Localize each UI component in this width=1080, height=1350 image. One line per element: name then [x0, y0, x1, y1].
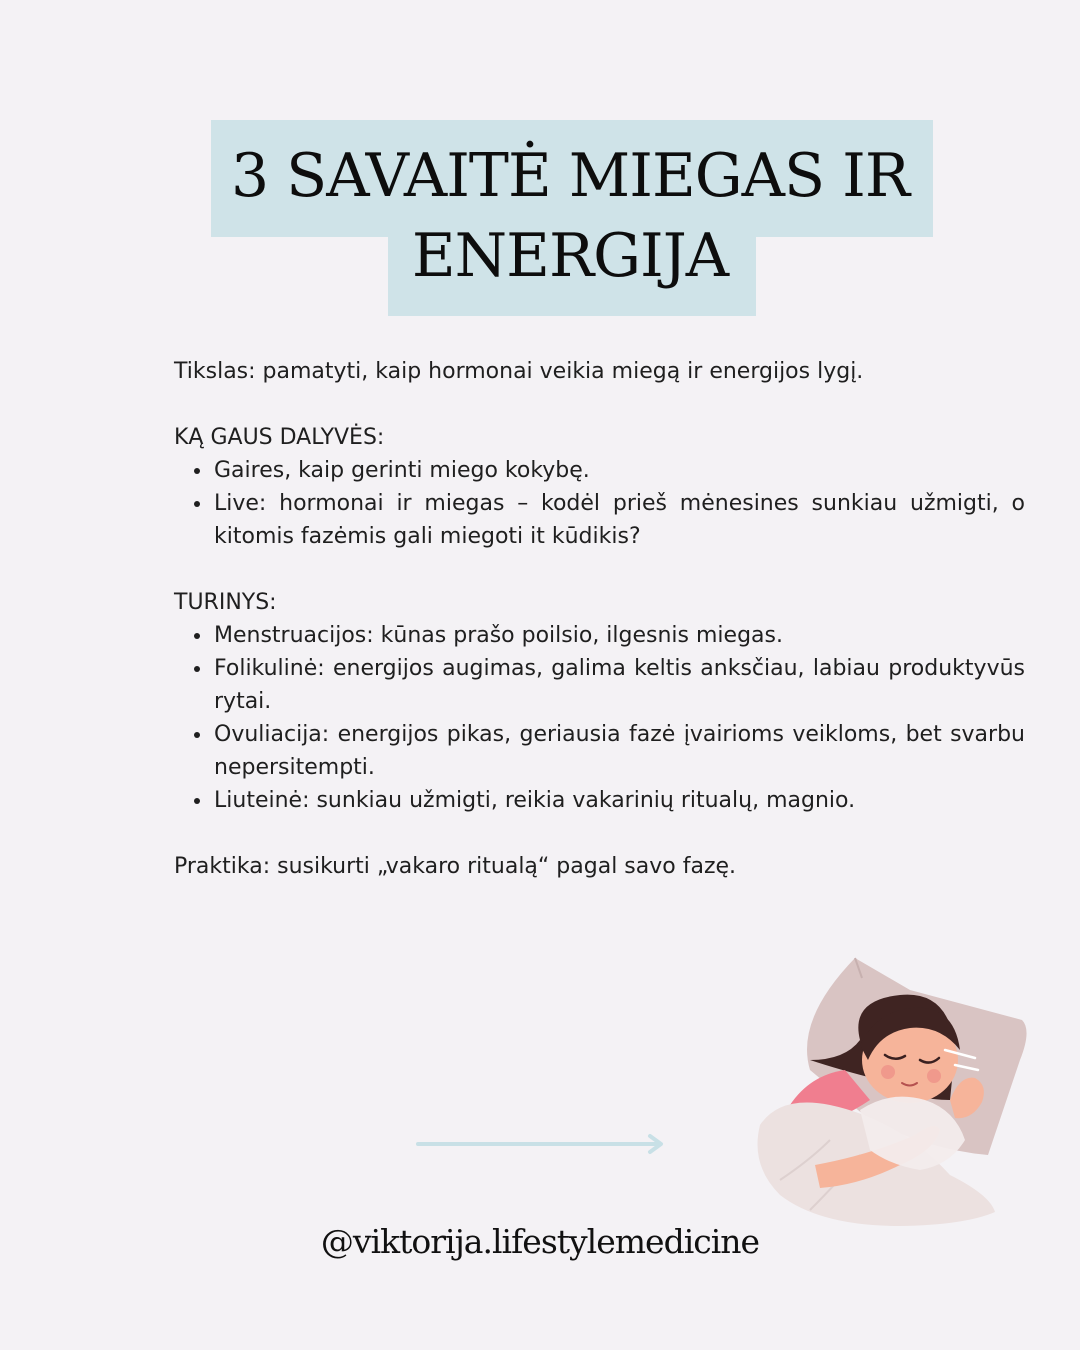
page-title-line-2: ENERGIJA [411, 221, 729, 291]
practice-text: Praktika: susikurti „vakaro ritualą“ pagal savo fazę. [174, 854, 737, 879]
participants-list [174, 454, 1025, 553]
title-block [0, 0, 1080, 330]
goal-text: Tikslas: pamatyti, kaip hormonai veikia miegą ir energijos lygį. [174, 359, 864, 384]
list-item: Liuteinė: sunkiau užmigti, reikia vakarinių ritualų, magnio. [174, 784, 1025, 817]
spacer [174, 817, 1025, 850]
arrow-right-icon [416, 1132, 666, 1156]
list-item: Ovuliacija: energijos pikas, geriausia fazė įvairioms veikloms, bet svarbu nepersitempti. [174, 718, 1025, 784]
main-content [174, 355, 1025, 883]
page-title-line-1: 3 SAVAITĖ MIEGAS IR [230, 141, 910, 211]
instagram-handle: @viktorija.lifestylemedicine [320, 1222, 760, 1261]
content-list [174, 619, 1025, 817]
spacer [174, 388, 1025, 421]
content-heading: TURINYS: [174, 590, 277, 615]
list-item: Live: hormonai ir miegas – kodėl prieš mėnesines sunkiau užmigti, o kitomis fazėmis gali miegoti it kūdikis? [174, 487, 1025, 553]
participants-heading: KĄ GAUS DALYVĖS: [174, 425, 385, 450]
spacer [174, 553, 1025, 586]
list-item: Gaires, kaip gerinti miego kokybę. [174, 454, 1025, 487]
list-item: Menstruacijos: kūnas prašo poilsio, ilgesnis miegas. [174, 619, 1025, 652]
list-item: Folikulinė: energijos augimas, galima keltis anksčiau, labiau produktyvūs rytai. [174, 652, 1025, 718]
sleeping-woman-illustration [750, 950, 1035, 1235]
